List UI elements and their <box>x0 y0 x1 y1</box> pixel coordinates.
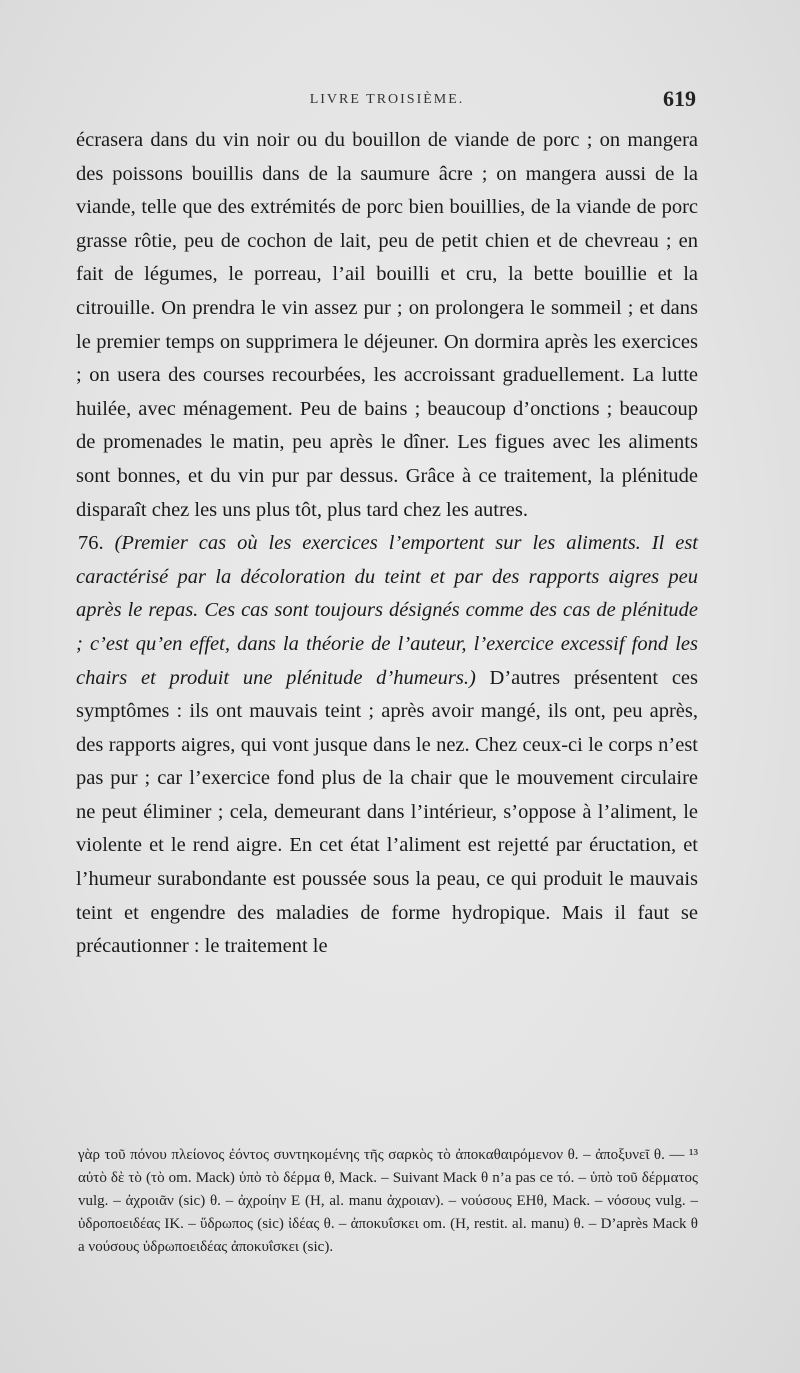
paragraph-76-text: D’autres présentent ces symptômes : ils ont mauvais teint ; après avoir mangé, ils ont, peu après, des rapports aigres, qui vont jusque dans le nez. Chez ceux-ci le corps n’est pas pur ; car l’exercice fond plus de la chair que le mouvement circulaire ne peut éliminer ; cela, demeurant dans l’intérieur, s’oppose à l’aliment, le violente et le rend aigre. En cet état l’aliment est rejetté par éructation, et l’humeur surabondante est poussée sous la peau, ce qui produit le mauvais teint et engendre des maladies de forme hydropique. Mais il faut se précautionner : le traitement le <box>76 666 698 958</box>
paragraph-continued: écrasera dans du vin noir ou du bouillon de viande de porc ; on mangera des poissons bouillis dans de la saumure âcre ; on mangera aussi de la viande, telle que des extrémités de porc bien bouillies, de la viande de porc grasse rôtie, peu de cochon de lait, peu de petit chien et de chevreau ; en fait de légumes, le porreau, l’ail bouilli et cru, la bette bouillie et la citrouille. On prendra le vin assez pur ; on prolongera le sommeil ; et dans le premier temps on supprimera le déjeuner. On dormira après les exercices ; on usera des courses recourbées, les accroissant graduellement. La lutte huilée, avec ménagement. Peu de bains ; beaucoup d’onctions ; beaucoup de promenades le matin, peu après le dîner. Les figues avec les aliments sont bonnes, et du vin pur par dessus. Grâce à ce traitement, la plénitude disparaît chez les uns plus tôt, plus tard chez les autres. <box>76 129 698 521</box>
main-text <box>76 124 698 964</box>
paragraph-number: 76. <box>78 532 104 555</box>
paragraph-76 <box>76 527 698 964</box>
editorial-note: (Premier cas où les exercices l’emportent sur les aliments. Il est caractérisé par la décoloration du teint et par des rapports aigres peu après le repas. Ces cas sont toujours désignés comme des cas de plénitude ; c’est qu’en effet, dans la théorie de l’auteur, l’exercice excessif fond les chairs et produit une plénitude d’humeurs.) <box>76 532 698 689</box>
footnote-text: γὰρ τοῦ πόνου πλείονος ἐόντος συντηκομένης τῆς σαρκὸς τὸ ἀποκαθαιρόμενον θ. – ἀποξυνεῖ θ. — ¹³ αὐτὸ δὲ τὸ (τὸ om. Mack) ὑπὸ τὸ δέρμα θ, Mack. – Suivant Mack θ n’a pas ce τό. – ὑπὸ τοῦ δέρματος vulg. – ἀχροιᾶν (sic) θ. – ἀχροίην E (H, al. manu ἀχροιαν). – νούσους EHθ, Mack. – νόσους vulg. – ὑδροποειδέας IK. – ὕδρωπος (sic) ἰδέας θ. – ἀποκυΐσκει om. (H, restit. al. manu) θ. – D’après Mack θ a νούσους ὑδρωποειδέας ἀποκυΐσκει (sic). <box>78 1147 698 1255</box>
page-number: 619 <box>663 86 696 111</box>
page-header <box>78 86 696 116</box>
footnotes <box>78 1144 698 1259</box>
running-head: LIVRE TROISIÈME. <box>309 92 465 107</box>
